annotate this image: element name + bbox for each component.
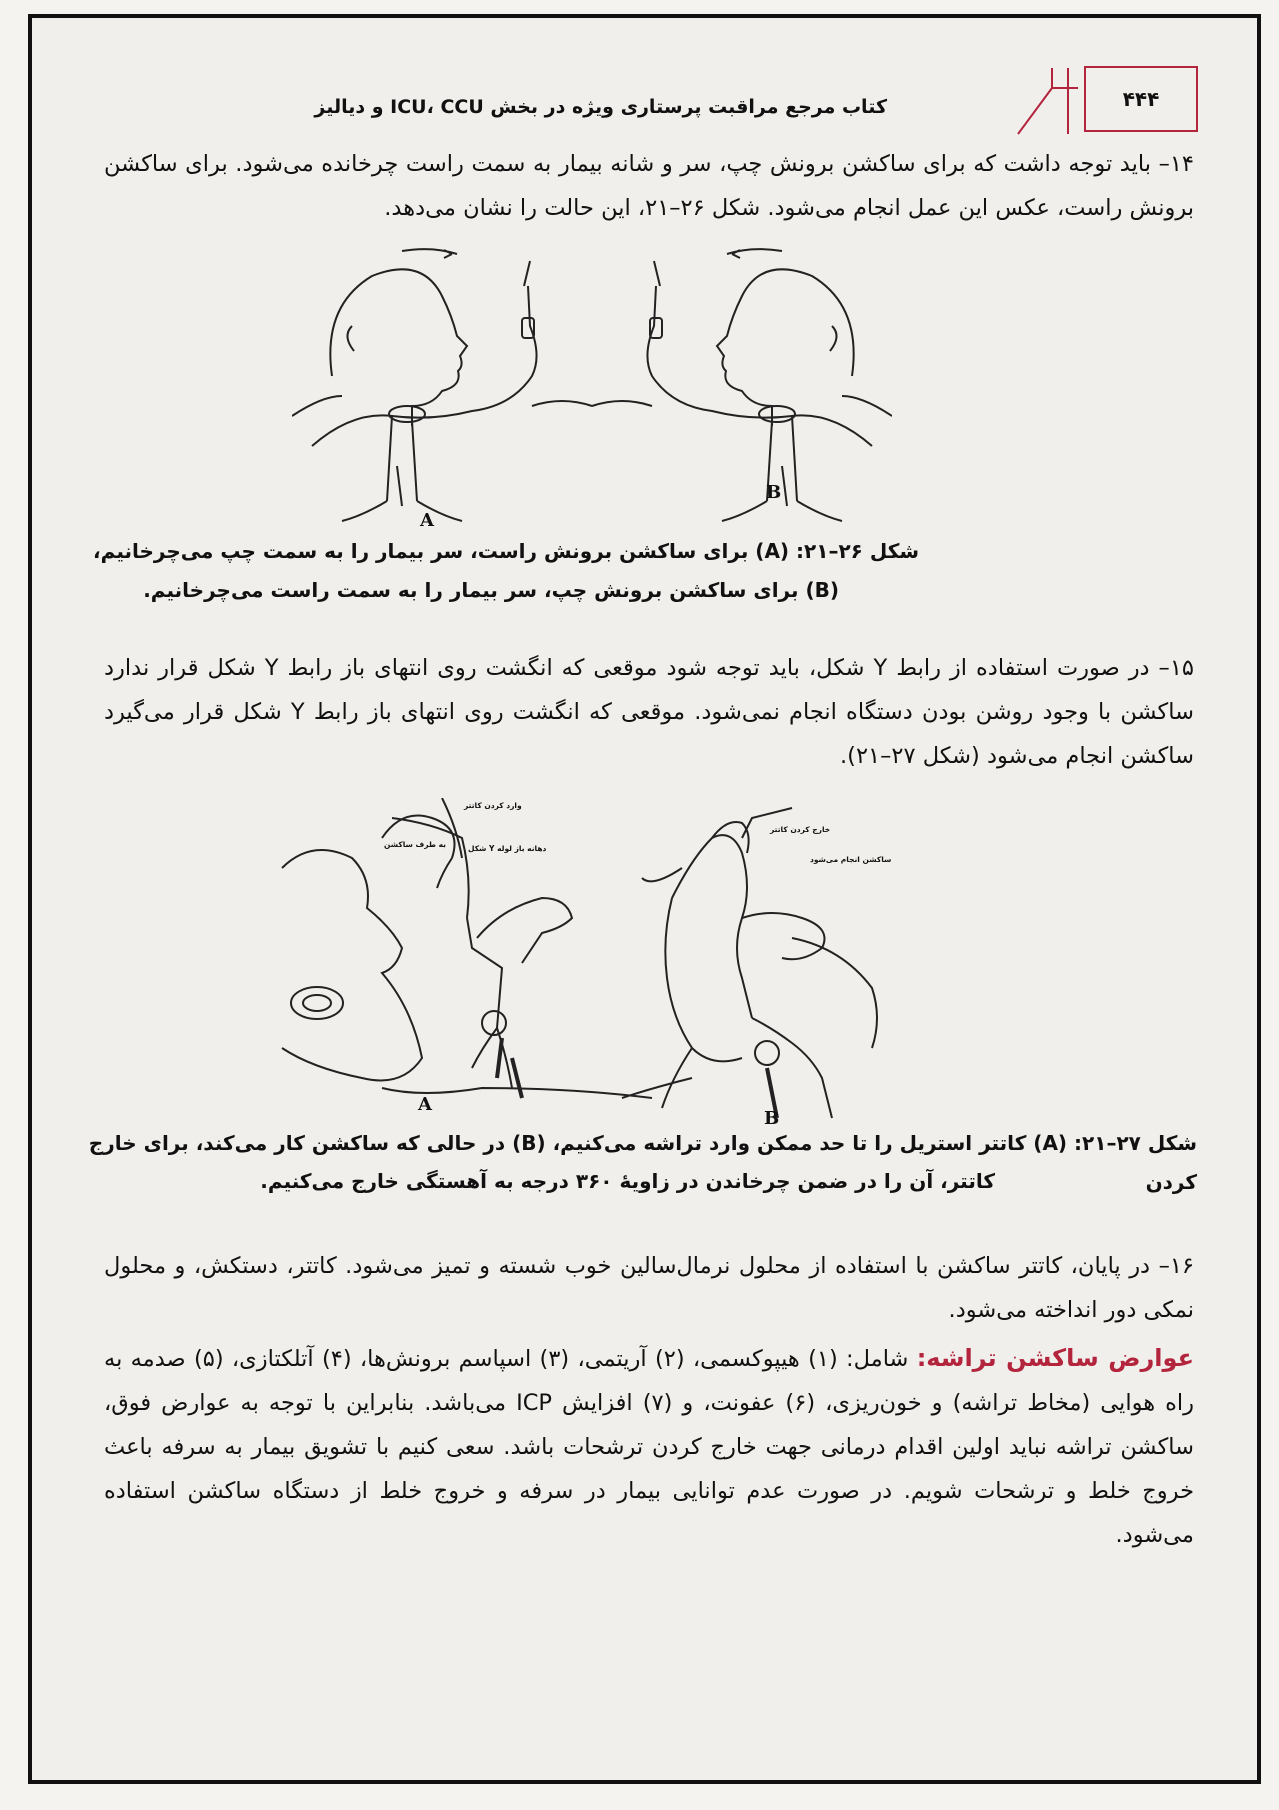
figure-26-caption-line1: شکل ۲۶–۲۱: (A) برای ساکشن برونش راست، سر بیمار را به سمت چپ می‌چرخانیم، — [93, 539, 919, 563]
running-head: کتاب مرجع مراقبت پرستاری ویژه در بخش ICU، CCU و دیالیز — [314, 96, 887, 118]
figure-27-annotation-b-title: خارج کردن کاتتر — [770, 825, 831, 834]
figure-26-caption-line2: (B) برای ساکشن برونش چپ، سر بیمار را به سمت راست می‌چرخانیم. — [143, 578, 839, 602]
paragraph-15: ۱۵– در صورت استفاده از رابط Y شکل، باید توجه شود موقعی که انگشت روی انتهای باز رابط Y شکل قرار ندارد ساکشن با وجود روشن بودن دستگاه انجام نمی‌شود. موقعی که انگشت روی انتهای باز رابط Y شکل قرار می‌گیرد ساکشن انجام می‌شود (شکل ۲۷–۲۱). — [104, 655, 1194, 769]
figure-27-annotation-a-2: دهانه باز لوله Y شکل — [468, 844, 547, 853]
figure-27-label-b: B — [764, 1108, 780, 1129]
figure-27-annotation-b-1: ساکشن انجام می‌شود — [810, 855, 892, 864]
figure-26-label-a: A — [420, 510, 434, 531]
paragraph-16: ۱۶– در پایان، کاتتر ساکشن با استفاده از محلول نرمال‌سالین خوب شسته و تمیز می‌شود. کاتتر، دستکش، و محلول نمکی دور انداخته می‌شود. — [104, 1253, 1194, 1323]
figure-26-label-b: B — [766, 482, 782, 503]
figure-27-caption-line2: کاتتر، آن را در ضمن چرخاندن در زاویهٔ ۳۶۰ درجه به آهستگی خارج می‌کنیم. — [260, 1169, 995, 1193]
figure-27-label-a: A — [418, 1094, 432, 1115]
header-corner-mark — [1012, 66, 1082, 136]
book-page — [28, 14, 1261, 1784]
figure-27-annotation-a-1: به طرف ساکشن — [384, 840, 446, 849]
complications-heading: عوارض ساکشن تراشه: — [916, 1344, 1194, 1372]
page-number: ۴۴۴ — [1084, 66, 1198, 132]
complications-paragraph — [104, 1336, 1194, 1557]
complications-body: شامل: (۱) هیپوکسمی، (۲) آریتمی، (۳) اسپاسم برونش‌ها، (۴) آتلکتازی، (۵) صدمه به راه هوایی (مخاط تراشه) و خون‌ریزی، (۶) عفونت، و (۷) افزایش ICP می‌باشد. بنابراین با توجه به عوارض فوق، ساکشن تراشه نباید اولین اقدام درمانی جهت خارج کردن ترشحات باشد. سعی کنیم با تشویق بیمار به سرفه باعث خروج خلط و ترشحات شویم. در صورت عدم توانایی بیمار در سرفه و خروج خلط از دستگاه ساکشن استفاده می‌شود. — [104, 1346, 1195, 1548]
paragraph-14: ۱۴– باید توجه داشت که برای ساکشن برونش چپ، سر و شانه بیمار به سمت راست چرخانده می‌شود. برای ساکشن برونش راست، عکس این عمل انجام می‌شود. شکل ۲۶–۲۱، این حالت را نشان می‌دهد. — [104, 151, 1194, 221]
figure-27-annotation-a-title: وارد کردن کاتتر — [464, 801, 522, 810]
figure-27-illustration — [272, 798, 972, 1128]
figure-27-caption-line1: شکل ۲۷–۲۱: (A) کاتتر استریل را تا حد ممکن وارد تراشه می‌کنیم، (B) در حالی که ساکشن کار می‌کند، برای خارج کردن — [88, 1131, 1197, 1194]
figure-26-illustration — [292, 246, 892, 536]
